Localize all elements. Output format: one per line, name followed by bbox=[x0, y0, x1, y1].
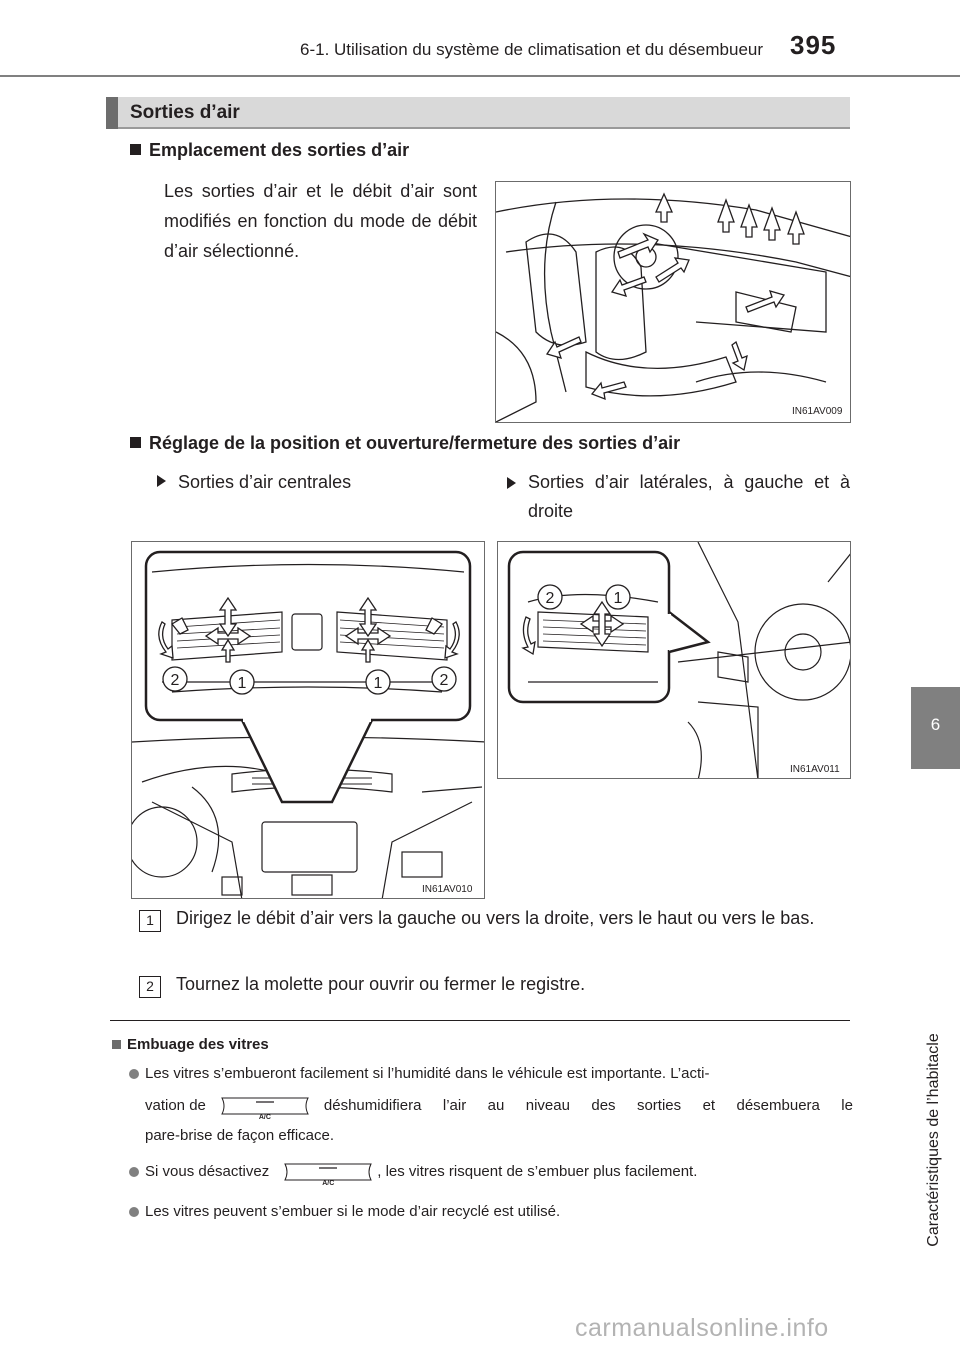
chapter-number: 6 bbox=[930, 715, 941, 734]
chapter-title: Caractéristiques de l’habitacle bbox=[925, 1033, 942, 1247]
section-title: Sorties d’air bbox=[130, 102, 240, 123]
step-number-2: 2 bbox=[139, 976, 161, 998]
square-bullet-icon bbox=[112, 1040, 121, 1049]
cabin-illustration bbox=[496, 182, 851, 423]
side-vents-figure bbox=[497, 541, 851, 779]
triangle-bullet-icon bbox=[507, 477, 516, 489]
info-bullet-2: Si vous désactivez A/C , les vitres risquent de s’embuer plus facilement. bbox=[145, 1163, 698, 1187]
cabin-airflow-figure bbox=[495, 181, 851, 423]
step-number-1: 1 bbox=[139, 910, 161, 932]
info-bullet-3: Les vitres peuvent s’embuer si le mode d’air recyclé est utilisé. bbox=[145, 1203, 561, 1220]
bullet-dot-icon bbox=[129, 1069, 139, 1079]
info-bullet-1-line1: Les vitres s’embueront facilement si l’humidité dans le véhicule est importante. L’acti- bbox=[145, 1065, 710, 1082]
callout-1-side: 1 bbox=[613, 590, 623, 607]
info-bullet-1-line3: pare-brise de façon efficace. bbox=[145, 1127, 335, 1144]
central-vents-figure bbox=[131, 541, 485, 899]
ac-button-icon: A/C bbox=[283, 1161, 373, 1183]
info-heading: Embuage des vitres bbox=[112, 1036, 269, 1053]
step-2-text: Tournez la molette pour ouvrir ou fermer le registre. bbox=[176, 974, 586, 994]
watermark: carmanualsonline.info bbox=[575, 1314, 829, 1342]
section-bar-accent bbox=[106, 97, 118, 129]
bullet-dot-icon bbox=[129, 1207, 139, 1217]
side-vents-illustration bbox=[498, 542, 851, 779]
location-heading-text: Emplacement des sorties d’air bbox=[149, 140, 410, 160]
square-bullet-icon bbox=[130, 144, 141, 155]
callout-1-right: 1 bbox=[373, 675, 383, 692]
figure-code: IN61AV011 bbox=[790, 764, 840, 775]
adjustment-heading-text: Réglage de la position et ouverture/fermeture des sorties d’air bbox=[149, 433, 681, 453]
square-bullet-icon bbox=[130, 437, 141, 448]
triangle-bullet-icon bbox=[157, 475, 166, 487]
central-vents-label: Sorties d’air centrales bbox=[157, 468, 477, 497]
side-vents-label: Sorties d’air latérales, à gauche et à droite bbox=[507, 468, 850, 526]
callout-1-left: 1 bbox=[237, 675, 247, 692]
info-bullet-1-line2: vation de A/C déshumidifiera l’air au niveau des sorties et désembuera le bbox=[145, 1097, 853, 1121]
ac-button-icon: A/C bbox=[220, 1095, 310, 1117]
step-1-text: Dirigez le débit d’air vers la gauche ou vers la droite, vers le haut ou vers le bas. bbox=[176, 908, 815, 928]
figure-code: IN61AV009 bbox=[792, 406, 843, 417]
central-vents-illustration bbox=[132, 542, 485, 899]
section-title-bar bbox=[106, 97, 850, 129]
figure-code: IN61AV010 bbox=[422, 884, 473, 895]
page-number: 395 bbox=[790, 30, 837, 60]
bullet-dot-icon bbox=[129, 1167, 139, 1177]
callout-2-right: 2 bbox=[439, 672, 449, 689]
running-header: 6-1. Utilisation du système de climatisation et du désembueur bbox=[300, 40, 764, 59]
chapter-tab bbox=[911, 687, 960, 769]
location-text: Les sorties d’air et le débit d’air sont modifiés en fonction du mode de débit d’air sélectionné. bbox=[164, 181, 477, 261]
header-rule bbox=[0, 75, 960, 77]
section-divider bbox=[110, 1020, 850, 1021]
callout-2-side: 2 bbox=[545, 590, 555, 607]
callout-2-left: 2 bbox=[170, 672, 180, 689]
adjustment-heading bbox=[130, 433, 680, 454]
location-heading bbox=[130, 140, 409, 161]
